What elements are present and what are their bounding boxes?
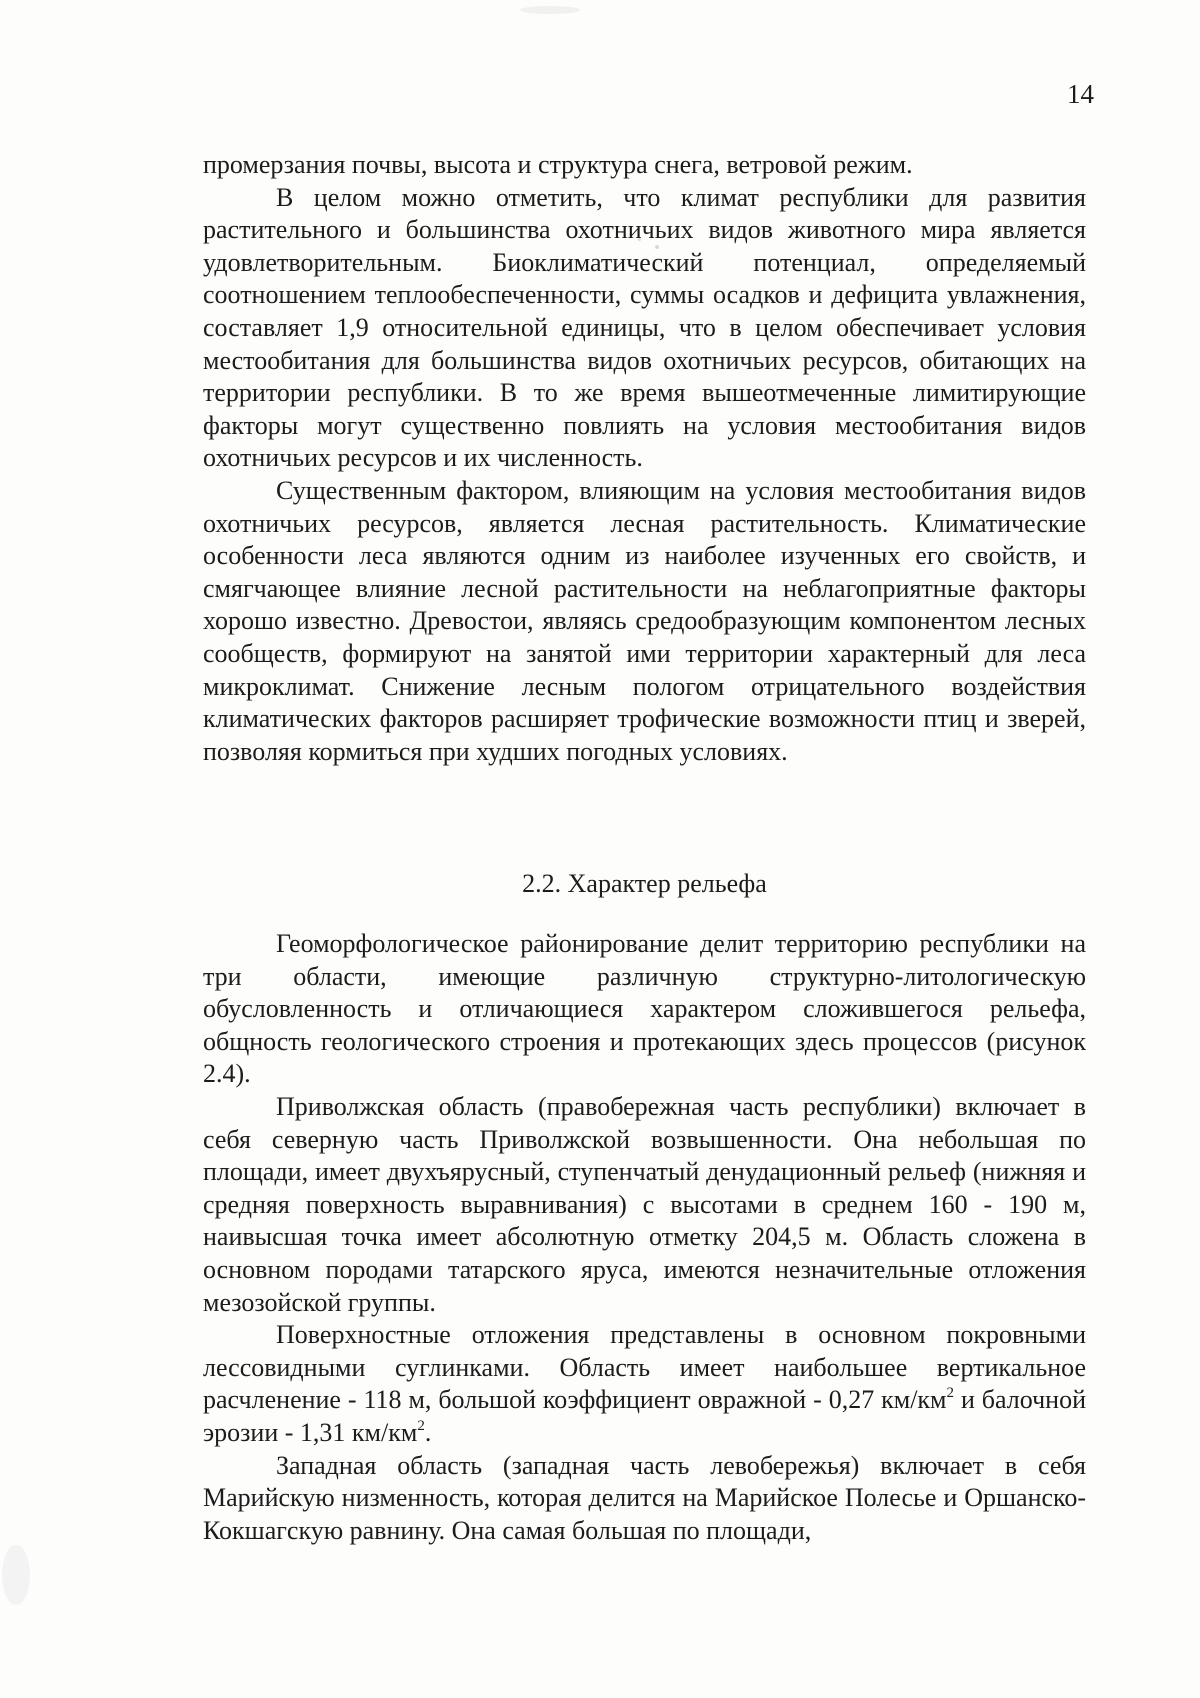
- paragraph: промерзания почвы, высота и структура снега, ветровой режим.: [203, 150, 913, 179]
- paragraph: Западная область (западная часть левобережья) включает в себя Марийскую низменность, которая делится на Марийское Полесье и Оршанско-Кокшагскую равнину. Она самая большая по площади,: [203, 1450, 1086, 1545]
- scan-speck: [2, 1545, 30, 1605]
- section-heading: 2.2. Характер рельефа: [522, 869, 767, 898]
- paragraph-text: .: [424, 1417, 432, 1447]
- paragraph-text: и балочной эрозии - 1,31 км/км: [203, 1385, 1086, 1447]
- paragraph: Приволжская область (правобережная часть республики) включает в себя северную часть Приволжской возвышенности. Она небольшая по площади, имеет двухъярусный, ступенчатый денудационный рельеф (нижняя и средняя поверхность выравнивания) с высотами в среднем 160 - 190 м, наивысшая точка имеет абсолютную отметку 204,5 м. Область сложена в основном породами татарского яруса, имеются незначительные отложения мезозойской группы.: [203, 1091, 1086, 1317]
- paragraph: Существенным фактором, влияющим на условия местообитания видов охотничьих ресурсов, является лесная растительность. Климатические особенности леса являются одним из наиболее изученных его свойств, и смягчающее влияние лесной растительности на неблагоприятные факторы хорошо известно. Древостои, являясь средообразующим компонентом лесных сообществ, формируют на занятой ими территории характерный для леса микроклимат. Снижение лесным пологом отрицательного воздействия климатических факторов расширяет трофические возможности птиц и зверей, позволяя кормиться при худших погодных условиях.: [203, 475, 1086, 766]
- scan-speck: [520, 6, 580, 14]
- paragraph: В целом можно отметить, что климат республики для развития растительного и большинства охотничьих видов животного мира является удовлетворительным. Биоклиматический потенциал, определяемый соотношением теплообеспеченности, суммы осадков и дефицита увлажнения, составляет 1,9 относительной единицы, что в целом обеспечивает условия местообитания для большинства видов охотничьих ресурсов, обитающих на территории республики. В то же время вышеотмеченные лимитирующие факторы могут существенно повлиять на условия местообитания видов охотничьих ресурсов и их численность.: [203, 182, 1086, 473]
- paragraph: Геоморфологическое районирование делит территорию республики на три области, имеющие различную структурно-литологическую обусловленность и отличающиеся характером сложившегося рельефа, общность геологического строения и протекающих здесь процессов (рисунок 2.4).: [203, 929, 1086, 1089]
- paragraph-text: Поверхностные отложения представлены в основном покровными лессовидными суглинками. Область имеет наибольшее вертикальное расчленение - 118 м, большой коэффициент овражной - 0,27 км/км: [203, 1320, 1086, 1415]
- climate-text: [203, 149, 1086, 768]
- superscript: 2: [946, 1385, 955, 1402]
- superscript: 2: [417, 1417, 425, 1434]
- relief-text: [203, 928, 1086, 1547]
- paragraph: [203, 1319, 1086, 1449]
- page-number: 14: [1067, 79, 1094, 109]
